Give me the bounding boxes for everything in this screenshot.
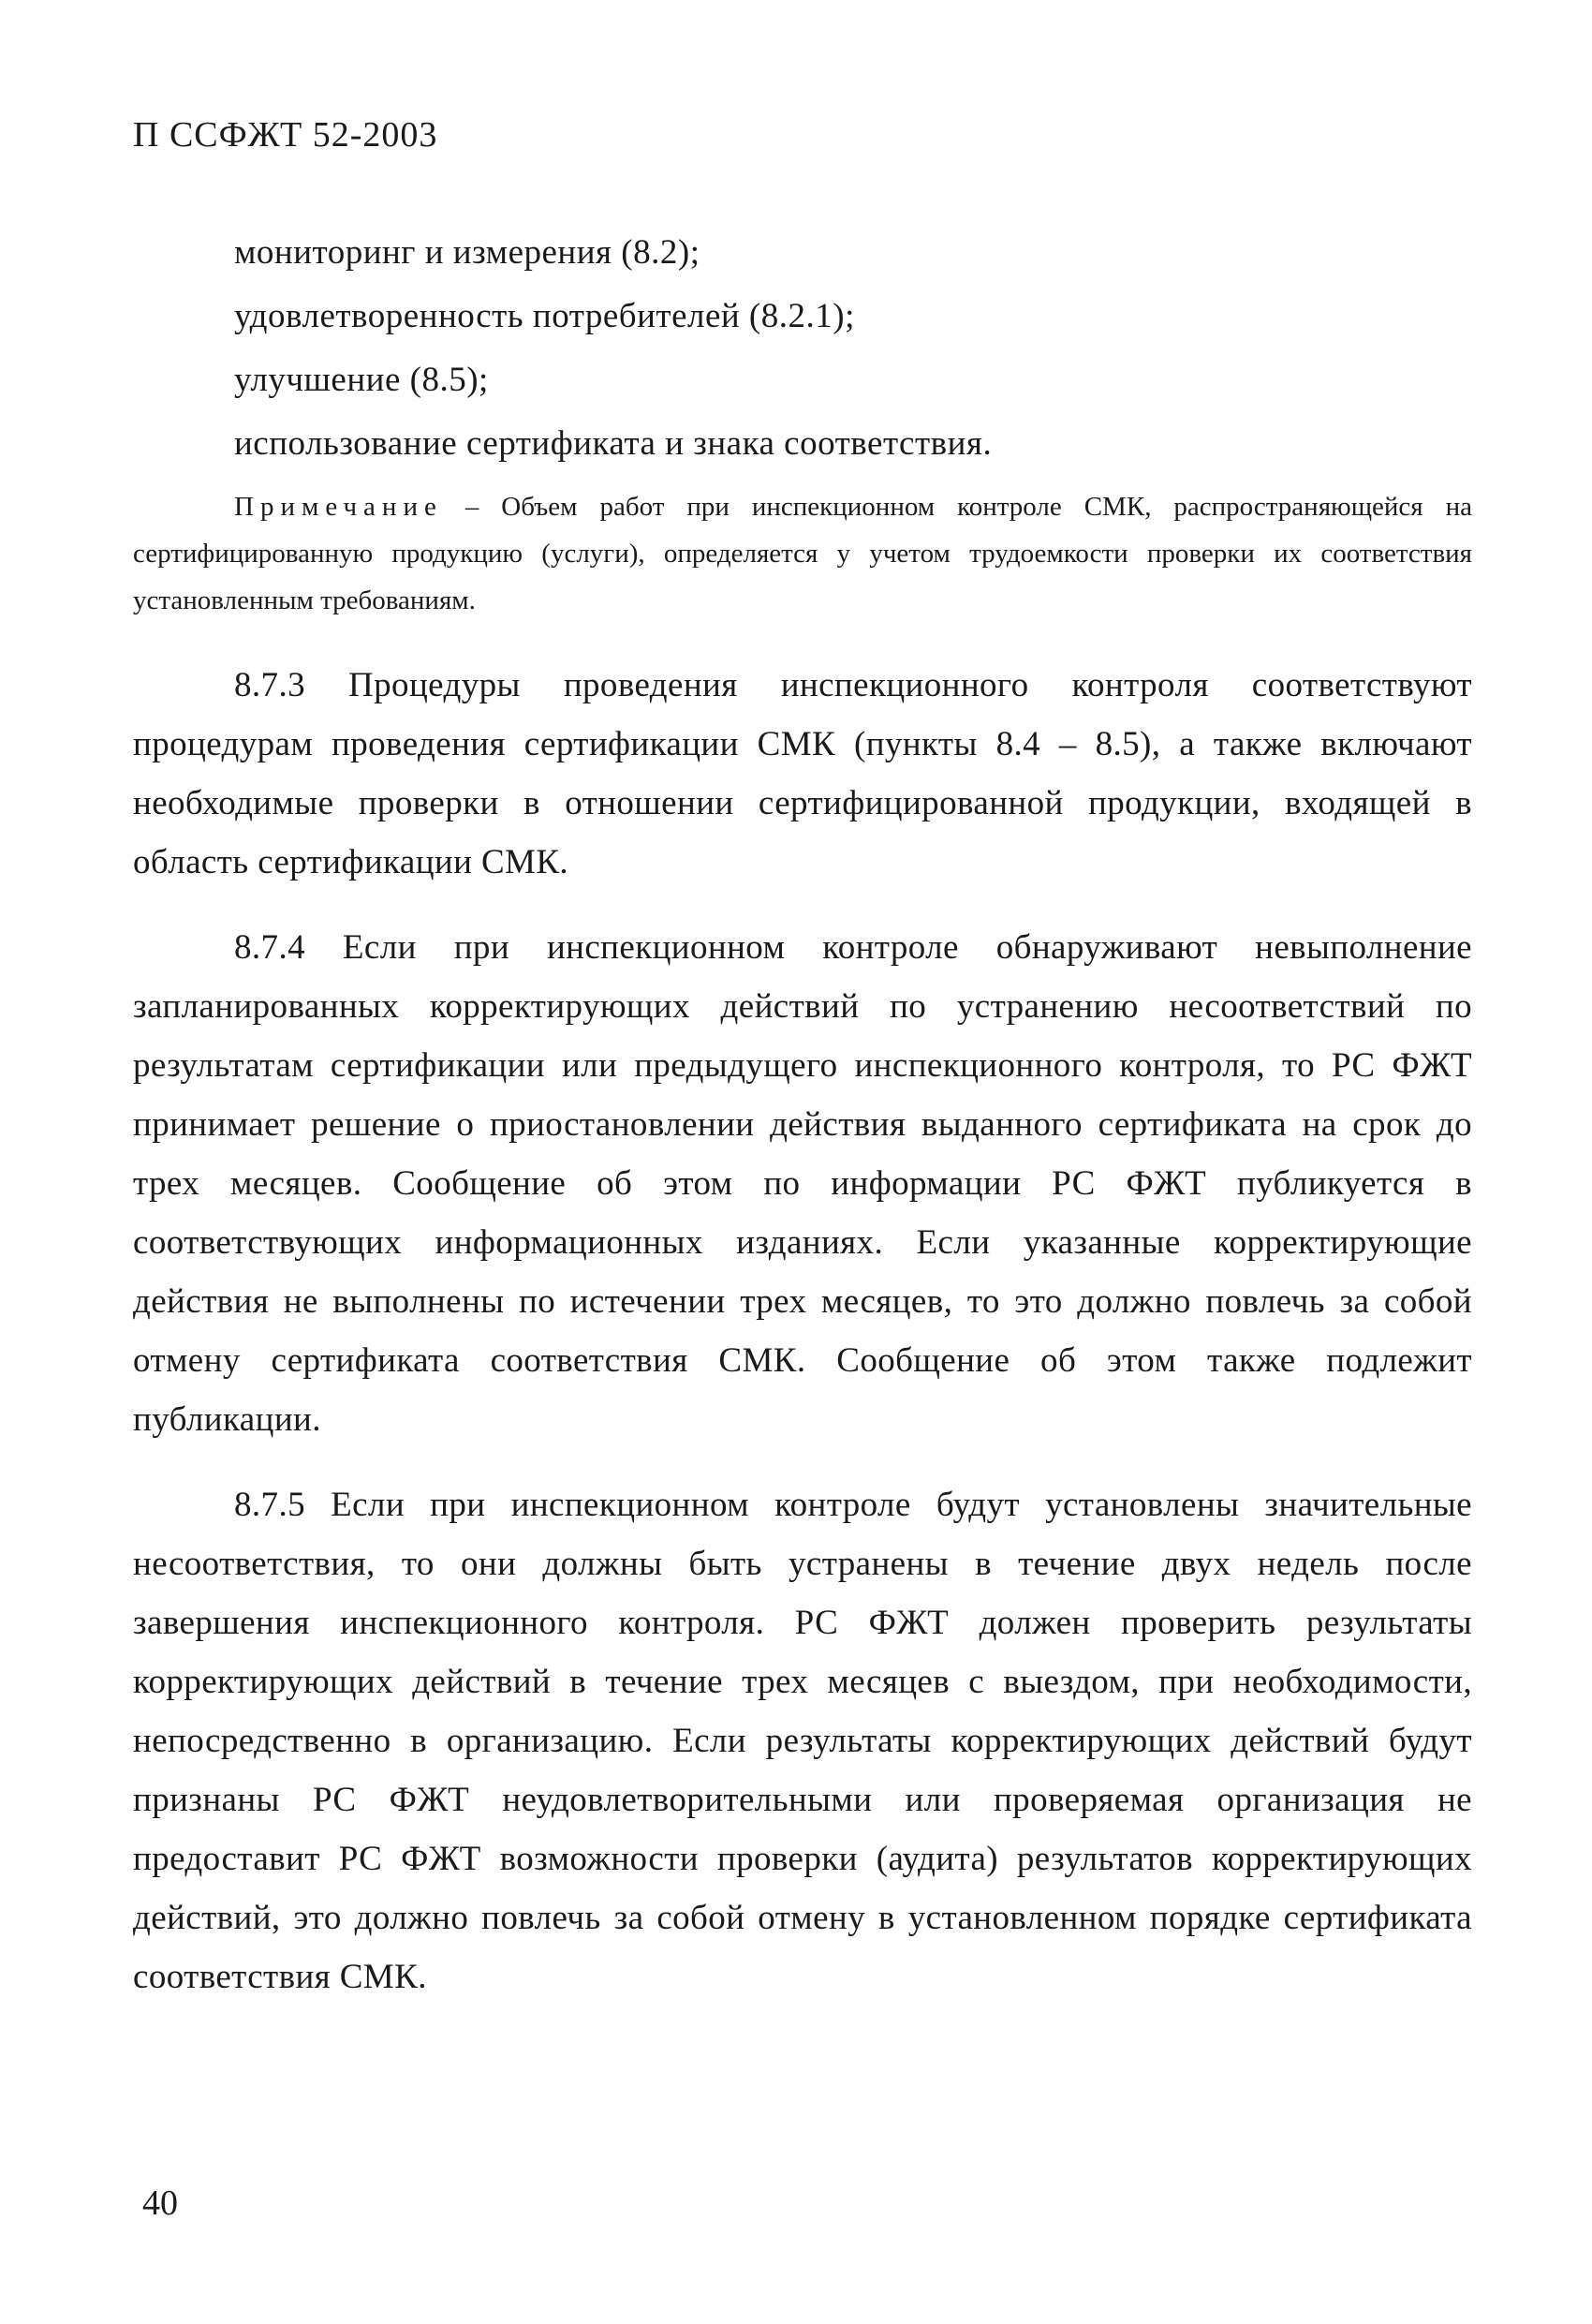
list-item: улучшение (8.5); [234,361,489,399]
list-item: использование сертификата и знака соответствия. [234,424,993,463]
note-label: Примечание [234,492,443,522]
note-text: – Объем работ при инспекционном контроле СМК, распространяющейся на сертифицированную продукцию (услуги), определяется у учетом трудоемкости проверки их соответствия установленным требованиям. [133,492,1472,615]
body-text [133,656,1472,2033]
inspection-items-list [234,221,1470,476]
document-code-header: П ССФЖТ 52-2003 [133,115,438,155]
paragraph-8-7-4: 8.7.4 Если при инспекционном контроле обнаруживают невыполнение запланированных корректирующих действий по устранению несоответствий по результатам сертификации или предыдущего инспекционного контроля, то РС ФЖТ принимает решение о приостановлении действия выданного сертификата на срок до трех месяцев. Сообщение об этом по информации РС ФЖТ публикуется в соответствующих информационных изданиях. Если указанные корректирующие действия не выполнены по истечении трех месяцев, то это должно повлечь за собой отмену сертификата соответствия СМК. Сообщение об этом также подлежит публикации. [133,928,1472,1439]
note-block [133,483,1472,624]
list-item: удовлетворенность потребителей (8.2.1); [234,297,855,335]
page-number: 40 [142,2183,178,2223]
paragraph-8-7-3: 8.7.3 Процедуры проведения инспекционного контроля соответствуют процедурам проведения сертификации СМК (пункты 8.4 – 8.5), а также включают необходимые проверки в отношении сертифицированной продукции, входящей в область сертификации СМК. [133,666,1472,881]
paragraph-8-7-5: 8.7.5 Если при инспекционном контроле будут установлены значительные несоответствия, то они должны быть устранены в течение двух недель после завершения инспекционного контроля. РС ФЖТ должен проверить результаты корректирующих действий в течение трех месяцев с выездом, при необходимости, непосредственно в организацию. Если результаты корректирующих действий будут признаны РС ФЖТ неудовлетворительными или проверяемая организация не предоставит РС ФЖТ возможности проверки (аудита) результатов корректирующих действий, это должно повлечь за собой отмену в установленном порядке сертификата соответствия СМК. [133,1486,1472,1996]
list-item: мониторинг и измерения (8.2); [234,233,700,272]
